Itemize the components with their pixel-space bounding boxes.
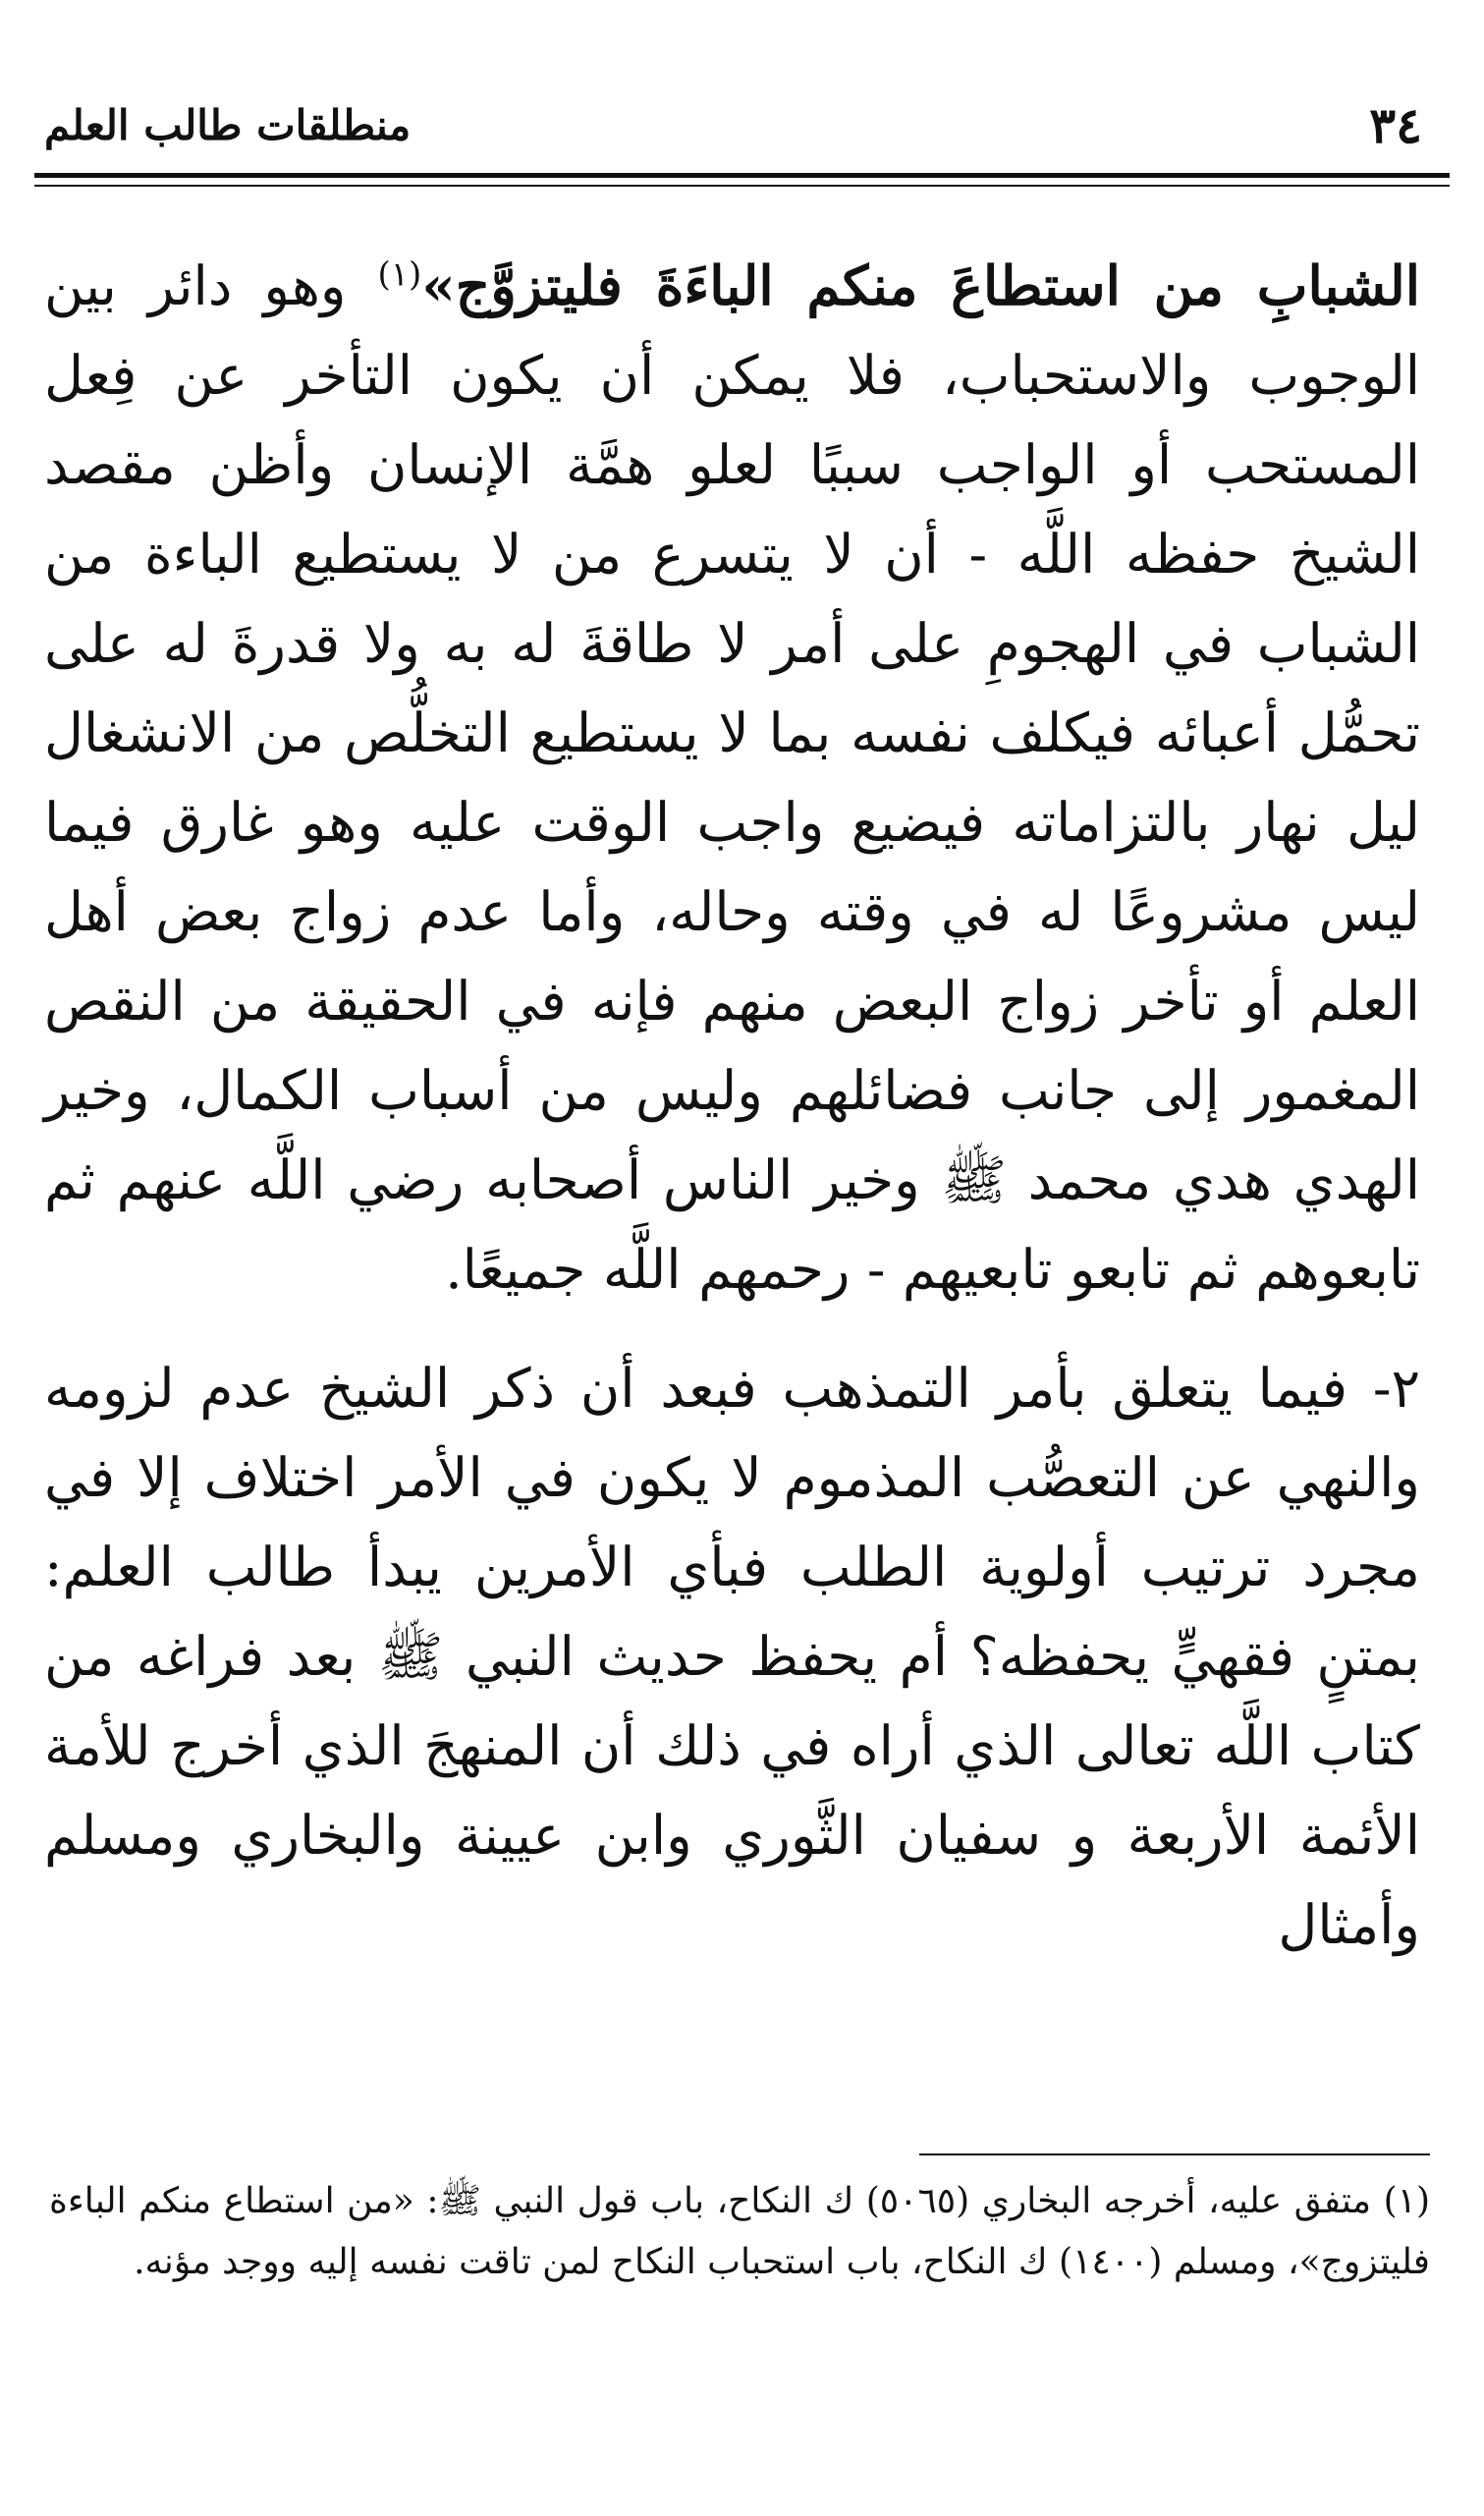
header-rule-thick — [34, 173, 1450, 178]
footnote-marker: (١) — [1383, 2181, 1430, 2221]
footnote-reference: (١) — [377, 254, 422, 295]
paragraph-text: فيما يتعلق بأمر التمذهب فبعد أن ذكر الشيخ عدم لزومه والنهي عن التعصُّب المذموم لا يكون في الأمر اختلاف إلا في مجرد ترتيب أولوية الطلب فبأي الأمرين يبدأ طالب العلم: بمتنٍ فقهيٍّ يحفظه؟ أم يحفظ حديث النبي ﷺ بعد فراغه من كتاب اللَّه تعالى الذي أراه في ذلك أن المنهجَ الذي أخرج للأمة الأئمة الأربعة و سفيان الثَّوري وابن عيينة والبخاري ومسلم وأمثال — [44, 1357, 1420, 1956]
footnotes — [49, 2171, 1430, 2293]
footnote-text: متفق عليه، أخرجه البخاري (٥٠٦٥) ك النكاح، باب قول النبي ﷺ: «من استطاع منكم الباءة فليتزوج»، ومسلم (١٤٠٠) ك النكاح، باب استحباب النكاح لمن تاقت نفسه إليه ووجد مؤنه. — [49, 2181, 1430, 2282]
header-rule-thin — [34, 185, 1450, 187]
item-number: ٢- — [1372, 1357, 1420, 1420]
hadith-quote: الشبابِ من استطاعَ منكم الباءَةَ فليتزوَّج» — [421, 253, 1420, 317]
numbered-paragraph — [44, 1344, 1420, 1970]
footnote-separator — [919, 2153, 1430, 2155]
footnote — [49, 2171, 1430, 2293]
page-number: ٣٤ — [1369, 96, 1422, 154]
paragraph — [44, 241, 1420, 1314]
page-header — [34, 86, 1450, 165]
running-title: منطلقات طالب العلم — [44, 101, 412, 149]
paragraph-text: وهو دائر بين الوجوب والاستحباب، فلا يمكن أن يكون التأخر عن فِعل المستحب أو الواجب سببًا لعلو همَّة الإنسان وأظن مقصد الشيخ حفظه اللَّه - أن لا يتسرع من لا يستطيع الباءة من الشباب في الهجومِ على أمر لا طاقةَ له به ولا قدرةَ له على تحمُّل أعبائه فيكلف نفسه بما لا يستطيع التخلُّص من الانشغال ليل نهار بالتزاماته فيضيع واجب الوقت عليه وهو غارق فيما ليس مشروعًا له في وقته وحاله، وأما عدم زواج بعض أهل العلم أو تأخر زواج البعض منهم فإنه في الحقيقة من النقص المغمور إلى جانب فضائلهم وليس من أسباب الكمال، وخير الهدي هدي محمد ﷺ وخير الناس أصحابه رضي اللَّه عنهم ثم تابعوهم ثم تابعو تابعيهم - رحمهم اللَّه جميعًا. — [44, 254, 1420, 1301]
main-text — [44, 241, 1420, 1970]
